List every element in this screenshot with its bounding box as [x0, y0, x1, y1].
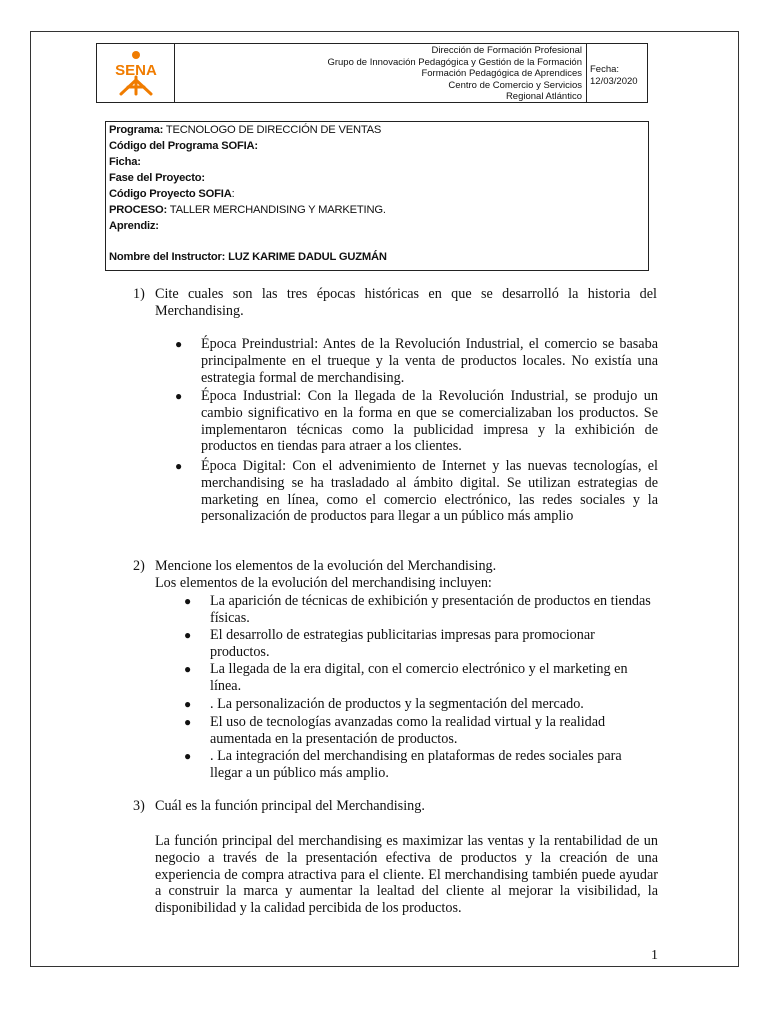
fecha-label: Fecha: — [590, 64, 620, 75]
bullet-icon: ● — [184, 594, 192, 608]
question-3-answer-text: La función principal del merchandising es maximizar las ventas y la rentabilidad de un negocio a través de la presentación efectiva de productos y la creación de una experiencia de compra atractiva para el cliente. El merchandising también puede ayudar a construir la marca y aumentar la lealtad del cliente al mejorar la visibilidad, la disponibilidad y la calidad percibida de los productos. — [155, 833, 658, 917]
question-3-number: 3) — [133, 798, 145, 814]
list-item — [184, 661, 655, 695]
document-header — [96, 43, 647, 103]
header-date-cell — [586, 43, 648, 103]
header-line-grupo: Grupo de Innovación Pedagógica y Gestión de la Formación — [327, 56, 582, 68]
list-item — [184, 714, 655, 748]
bullet-icon: ● — [184, 662, 192, 676]
ficha-label: Ficha: — [109, 156, 141, 168]
bullet-icon: ● — [175, 337, 183, 351]
q2-bullet-5: El uso de tecnologías avanzadas como la realidad virtual y la realidad aumentada en la presentación de productos. — [210, 714, 606, 747]
header-titles-cell — [174, 43, 587, 103]
programa-row — [109, 124, 381, 136]
list-item — [175, 388, 658, 455]
program-info-box — [105, 121, 649, 271]
instructor-label: Nombre del Instructor: LUZ KARIME DADUL GUZMÁN — [109, 251, 387, 263]
q2-bullet-1: La aparición de técnicas de exhibición y presentación de productos en tiendas físicas. — [210, 593, 651, 626]
q2-bullet-2: El desarrollo de estrategias publicitarias impresas para promocionar productos. — [210, 627, 595, 660]
list-item — [184, 593, 655, 627]
codigo-programa-row — [109, 140, 258, 152]
q1-bullet-preindustrial: Época Preindustrial: Antes de la Revolución Industrial, el comercio se basaba principalmente en el trueque y la venta de productos locales. No existía una estrategia formal de merchandising. — [201, 336, 658, 386]
question-2-intro — [155, 575, 655, 592]
list-item — [184, 748, 655, 782]
bullet-icon: ● — [175, 389, 183, 403]
header-line-formacion: Formación Pedagógica de Aprendices — [421, 68, 582, 80]
fase-label: Fase del Proyecto: — [109, 172, 205, 184]
logo-cell — [96, 43, 175, 103]
proceso-label: PROCESO: — [109, 204, 168, 216]
header-line-regional: Regional Atlántico — [505, 91, 582, 103]
programa-label: Programa: — [109, 124, 164, 136]
list-item — [184, 627, 655, 661]
q2-bullet-4: . La personalización de productos y la segmentación del mercado. — [210, 696, 584, 712]
question-2-text: Mencione los elementos de la evolución del Merchandising. — [155, 558, 497, 574]
q2-bullet-6: . La integración del merchandising en plataformas de redes sociales para llegar a un público más amplio. — [210, 748, 622, 781]
aprendiz-label: Aprendiz: — [109, 220, 159, 232]
codigo-proyecto-row — [109, 188, 235, 200]
fecha-value: 12/03/2020 — [590, 75, 638, 87]
instructor-row — [109, 251, 387, 263]
q1-bullet-digital: Época Digital: Con el advenimiento de Internet y las nuevas tecnologías, el merchandising se ha trasladado al ámbito digital. Se utilizan estrategias de marketing en línea, como el comercio electrónico, las redes sociales y la personalización de productos para llegar a un público más amplio — [201, 458, 658, 525]
programa-value: TECNOLOGO DE DIRECCIÓN DE VENTAS — [163, 124, 382, 136]
q2-bullet-3: La llegada de la era digital, con el comercio electrónico y el marketing en línea. — [210, 661, 628, 694]
bullet-icon: ● — [175, 459, 183, 473]
header-line-centro: Centro de Comercio y Servicios — [448, 79, 582, 91]
ficha-row — [109, 156, 141, 168]
codigo-proyecto-colon: : — [231, 188, 235, 200]
bullet-icon: ● — [184, 697, 192, 711]
bullet-icon: ● — [184, 628, 192, 642]
sena-logo-icon — [109, 50, 163, 96]
bullet-icon: ● — [184, 749, 192, 763]
header-line-direccion: Dirección de Formación Profesional — [431, 45, 582, 56]
proceso-row — [109, 204, 386, 216]
proceso-value: TALLER MERCHANDISING Y MARKETING. — [167, 204, 386, 216]
codigo-programa-label: Código del Programa SOFIA: — [109, 140, 258, 152]
q1-bullet-industrial: Época Industrial: Con la llegada de la Revolución Industrial, se produjo un cambio significativo en la forma en que se comercializaban los productos. Se implementaron técnicas como la publicidad impresa y la exhibición de productos en tiendas para atraer a los clientes. — [201, 388, 658, 455]
fase-row — [109, 172, 205, 184]
list-item — [184, 696, 655, 713]
list-item — [175, 458, 658, 525]
logo-text: SENA — [115, 62, 157, 79]
question-3-answer — [155, 833, 658, 917]
question-1-number: 1) — [133, 286, 145, 302]
question-1-text: Cite cuales son las tres épocas históricas en que se desarrolló la historia del Merchandising. — [155, 286, 657, 319]
aprendiz-row — [109, 220, 159, 232]
codigo-proyecto-label: Código Proyecto SOFIA — [109, 188, 232, 200]
question-2-number: 2) — [133, 558, 145, 574]
bullet-icon: ● — [184, 715, 192, 729]
question-2-intro-text: Los elementos de la evolución del merchandising incluyen: — [155, 575, 492, 591]
page-number: 1 — [651, 948, 658, 963]
question-3-text: Cuál es la función principal del Merchandising. — [155, 798, 425, 814]
list-item — [175, 336, 658, 386]
